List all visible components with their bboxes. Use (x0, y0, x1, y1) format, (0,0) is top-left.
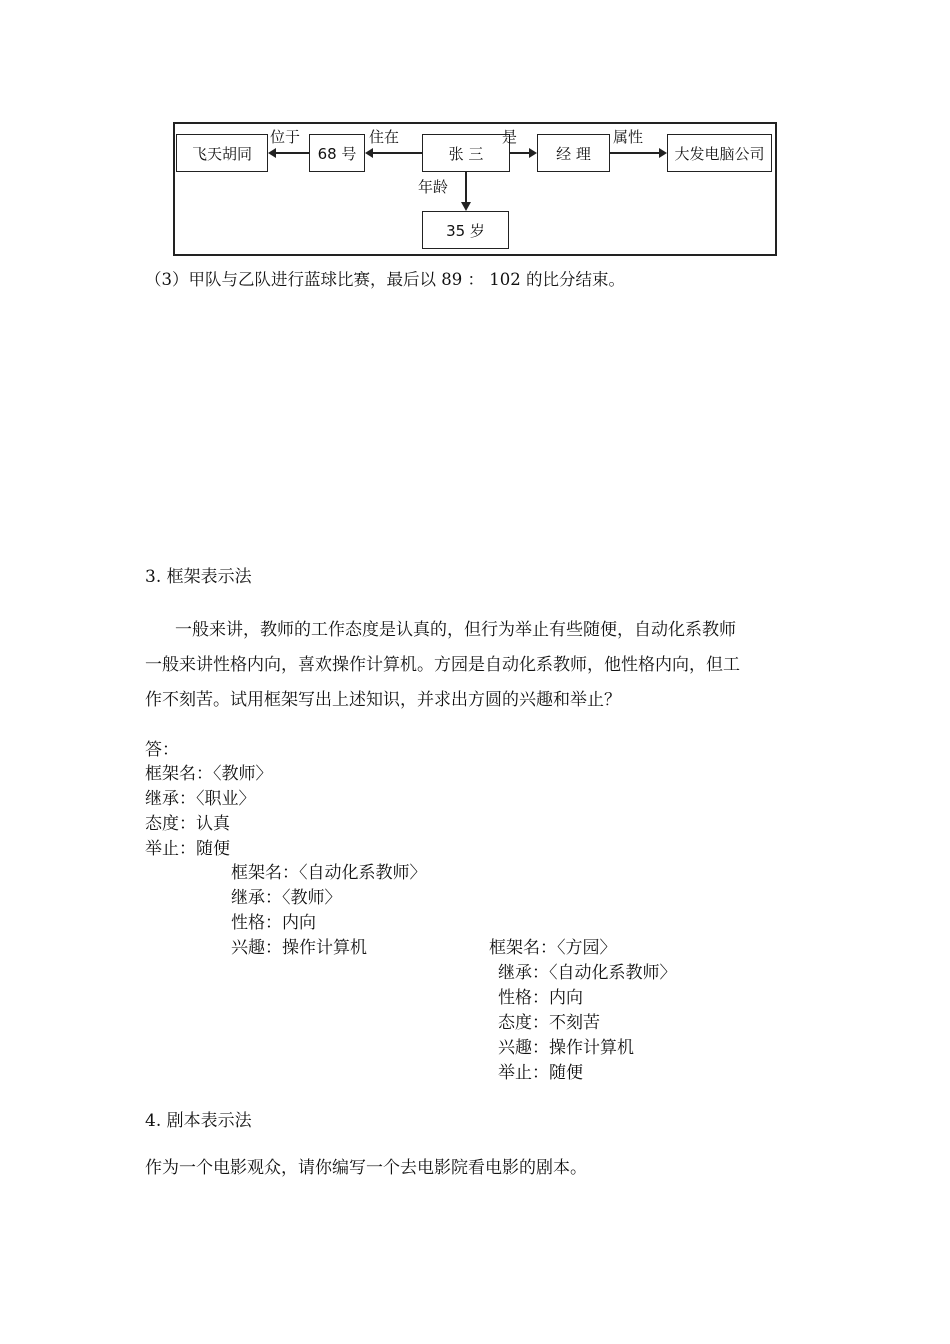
edge-line-shi (510, 152, 529, 154)
section-3-heading: 3. 框架表示法 (145, 567, 252, 587)
edge-line-shuxing (610, 152, 659, 154)
frame-teacher-line: 举止：随便 (145, 839, 230, 859)
edge-line-zhuzai (373, 152, 422, 154)
frame-auto-teacher-line: 兴趣：操作计算机 (231, 938, 367, 958)
section-4-heading: 4. 剧本表示法 (145, 1111, 252, 1131)
frame-teacher-line: 继承：〈职业〉 (145, 789, 256, 809)
node-zhangsan: 张 三 (422, 134, 510, 172)
frame-fangyuan-line: 举止：随便 (498, 1063, 583, 1083)
question-paragraph-line-1: 一般来讲，教师的工作态度是认真的，但行为举止有些随便，自动化系教师 (175, 620, 736, 640)
node-68-hao: 68 号 (309, 134, 365, 172)
arrowhead-zhuzai (365, 148, 373, 158)
frame-fangyuan-line: 性格：内向 (498, 988, 583, 1008)
arrowhead-shi (529, 148, 537, 158)
edge-label-zhuzai: 住在 (369, 128, 400, 146)
frame-auto-teacher-line: 框架名：〈自动化系教师〉 (231, 863, 427, 883)
edge-label-nianling: 年龄 (418, 178, 449, 196)
problem-3-text: （3）甲队与乙队进行蓝球比赛，最后以 89 ： 102 的比分结束。 (145, 270, 625, 289)
frame-auto-teacher-line: 性格：内向 (231, 913, 316, 933)
frame-teacher-line: 态度：认真 (145, 814, 230, 834)
frame-fangyuan-line: 继承：〈自动化系教师〉 (498, 963, 677, 983)
frame-auto-teacher-line: 继承：〈教师〉 (231, 888, 342, 908)
arrowhead-weiyu (268, 148, 276, 158)
node-feitian-hutong: 飞天胡同 (176, 134, 268, 172)
node-dafa-company: 大发电脑公司 (667, 134, 772, 172)
edge-line-weiyu (276, 152, 309, 154)
node-age-35: 35 岁 (422, 211, 509, 249)
question-paragraph-line-2: 一般来讲性格内向，喜欢操作计算机。方园是自动化系教师，他性格内向，但工 (145, 655, 740, 675)
frame-teacher-line: 框架名：〈教师〉 (145, 764, 273, 784)
section-4-question: 作为一个电影观众，请你编写一个去电影院看电影的剧本。 (145, 1158, 587, 1178)
arrowhead-nianling (461, 202, 471, 211)
edge-label-shi: 是 (502, 128, 518, 146)
question-paragraph-line-3: 作不刻苦。试用框架写出上述知识，并求出方圆的兴趣和举止？ (145, 690, 621, 710)
arrowhead-shuxing (659, 148, 667, 158)
edge-label-shuxing: 属性 (613, 128, 644, 146)
answer-label: 答： (145, 740, 179, 760)
frame-fangyuan-title: 框架名：〈方园〉 (489, 938, 617, 958)
edge-label-weiyu: 位于 (270, 128, 301, 146)
frame-fangyuan-line: 兴趣：操作计算机 (498, 1038, 634, 1058)
frame-fangyuan-line: 态度：不刻苦 (498, 1013, 600, 1033)
node-jingli: 经 理 (537, 134, 610, 172)
edge-line-nianling (465, 172, 467, 202)
